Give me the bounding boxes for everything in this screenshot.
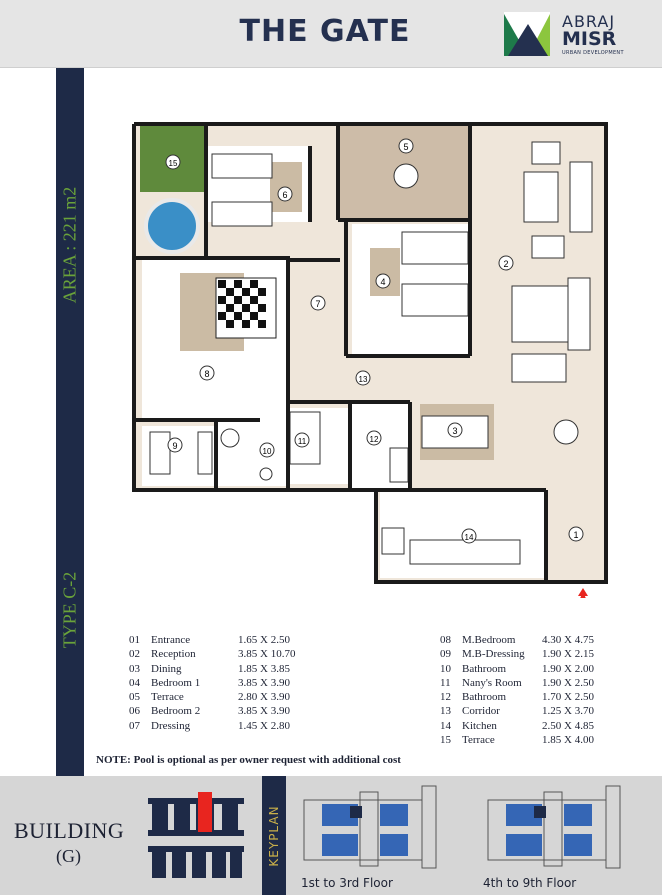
room-row: 13 Corridor 1.25 X 3.70 [440,705,594,718]
keyplan-floors-1-3 [300,782,440,872]
room-marker [356,371,370,385]
brand-name-line2: MISR [562,28,617,50]
pool [146,200,198,252]
svg-text:10: 10 [262,447,272,456]
room-row: 05 Terrace 2.80 X 3.90 [129,691,290,704]
building-label: BUILDING [14,818,125,843]
svg-text:6: 6 [282,190,288,200]
room-marker [569,527,583,541]
room-schedule-left [129,633,295,733]
abraj-misr-logo-icon [502,10,552,58]
pool-note: NOTE: Pool is optional as per owner request with additional cost [96,754,401,766]
room-marker [295,433,309,447]
room-marker [166,155,180,169]
svg-text:8: 8 [204,369,210,379]
svg-text:11: 11 [297,437,307,446]
project-title: THE GATE [239,14,411,49]
svg-text:2: 2 [503,259,509,269]
keyplan-floor1-label: 1st to 3rd Floor [301,876,393,890]
room-marker [399,139,413,153]
room-row: 09 M.B-Dressing 1.90 X 2.15 [440,648,594,661]
brand-tagline: URBAN DEVELOPMENT [562,50,624,56]
keyplan-label: KEYPLAN [267,805,281,867]
svg-text:15: 15 [168,159,178,168]
master-bed [216,278,276,338]
svg-text:4: 4 [380,277,386,287]
svg-text:3: 3 [452,426,458,436]
room-marker [311,296,325,310]
room-row: 15 Terrace 1.85 X 4.00 [440,734,594,747]
room-row: 07 Dressing 1.45 X 2.80 [129,719,290,732]
svg-text:9: 9 [172,441,178,451]
room-marker [168,438,182,452]
brand-name-line1: ABRAJ [562,12,616,31]
room-marker [278,187,292,201]
floor-plan [120,118,620,598]
room-row: 02 Reception 3.85 X 10.70 [129,648,296,661]
area-label: AREA : 221 m2 [59,186,80,304]
room-row: 12 Bathroom 1.70 X 2.50 [440,691,594,704]
room-row: 08 M.Bedroom 4.30 X 4.75 [440,634,594,646]
keyplan-floor2-label: 4th to 9th Floor [483,876,577,890]
room-row: 01 Entrance 1.65 X 2.50 [129,634,290,646]
brand-logo [502,10,652,60]
room-row: 06 Bedroom 2 3.85 X 3.90 [129,705,290,718]
room-marker [499,256,513,270]
room-marker [200,366,214,380]
header-bar [0,0,662,68]
room-marker [448,423,462,437]
building-block-icon [144,790,248,884]
svg-text:13: 13 [358,375,368,384]
room-row: 04 Bedroom 1 3.85 X 3.90 [129,676,290,689]
svg-text:5: 5 [403,142,409,152]
room-marker [462,529,476,543]
side-band [56,68,84,776]
svg-text:1: 1 [573,530,579,540]
room-row: 14 Kitchen 2.50 X 4.85 [440,719,594,732]
svg-text:14: 14 [464,533,474,542]
building-code: (G) [56,846,81,866]
room-marker [376,274,390,288]
room-row: 10 Bathroom 1.90 X 2.00 [440,662,594,675]
svg-text:7: 7 [315,299,321,309]
room-marker [260,443,274,457]
type-label: TYPE C-2 [59,571,80,649]
room-row: 11 Nany's Room 1.90 X 2.50 [440,676,594,689]
keyplan-floors-4-9 [484,782,624,872]
room-schedule-right [440,633,594,747]
room-marker [367,431,381,445]
svg-text:12: 12 [369,435,379,444]
room-row: 03 Dining 1.85 X 3.85 [129,662,290,675]
